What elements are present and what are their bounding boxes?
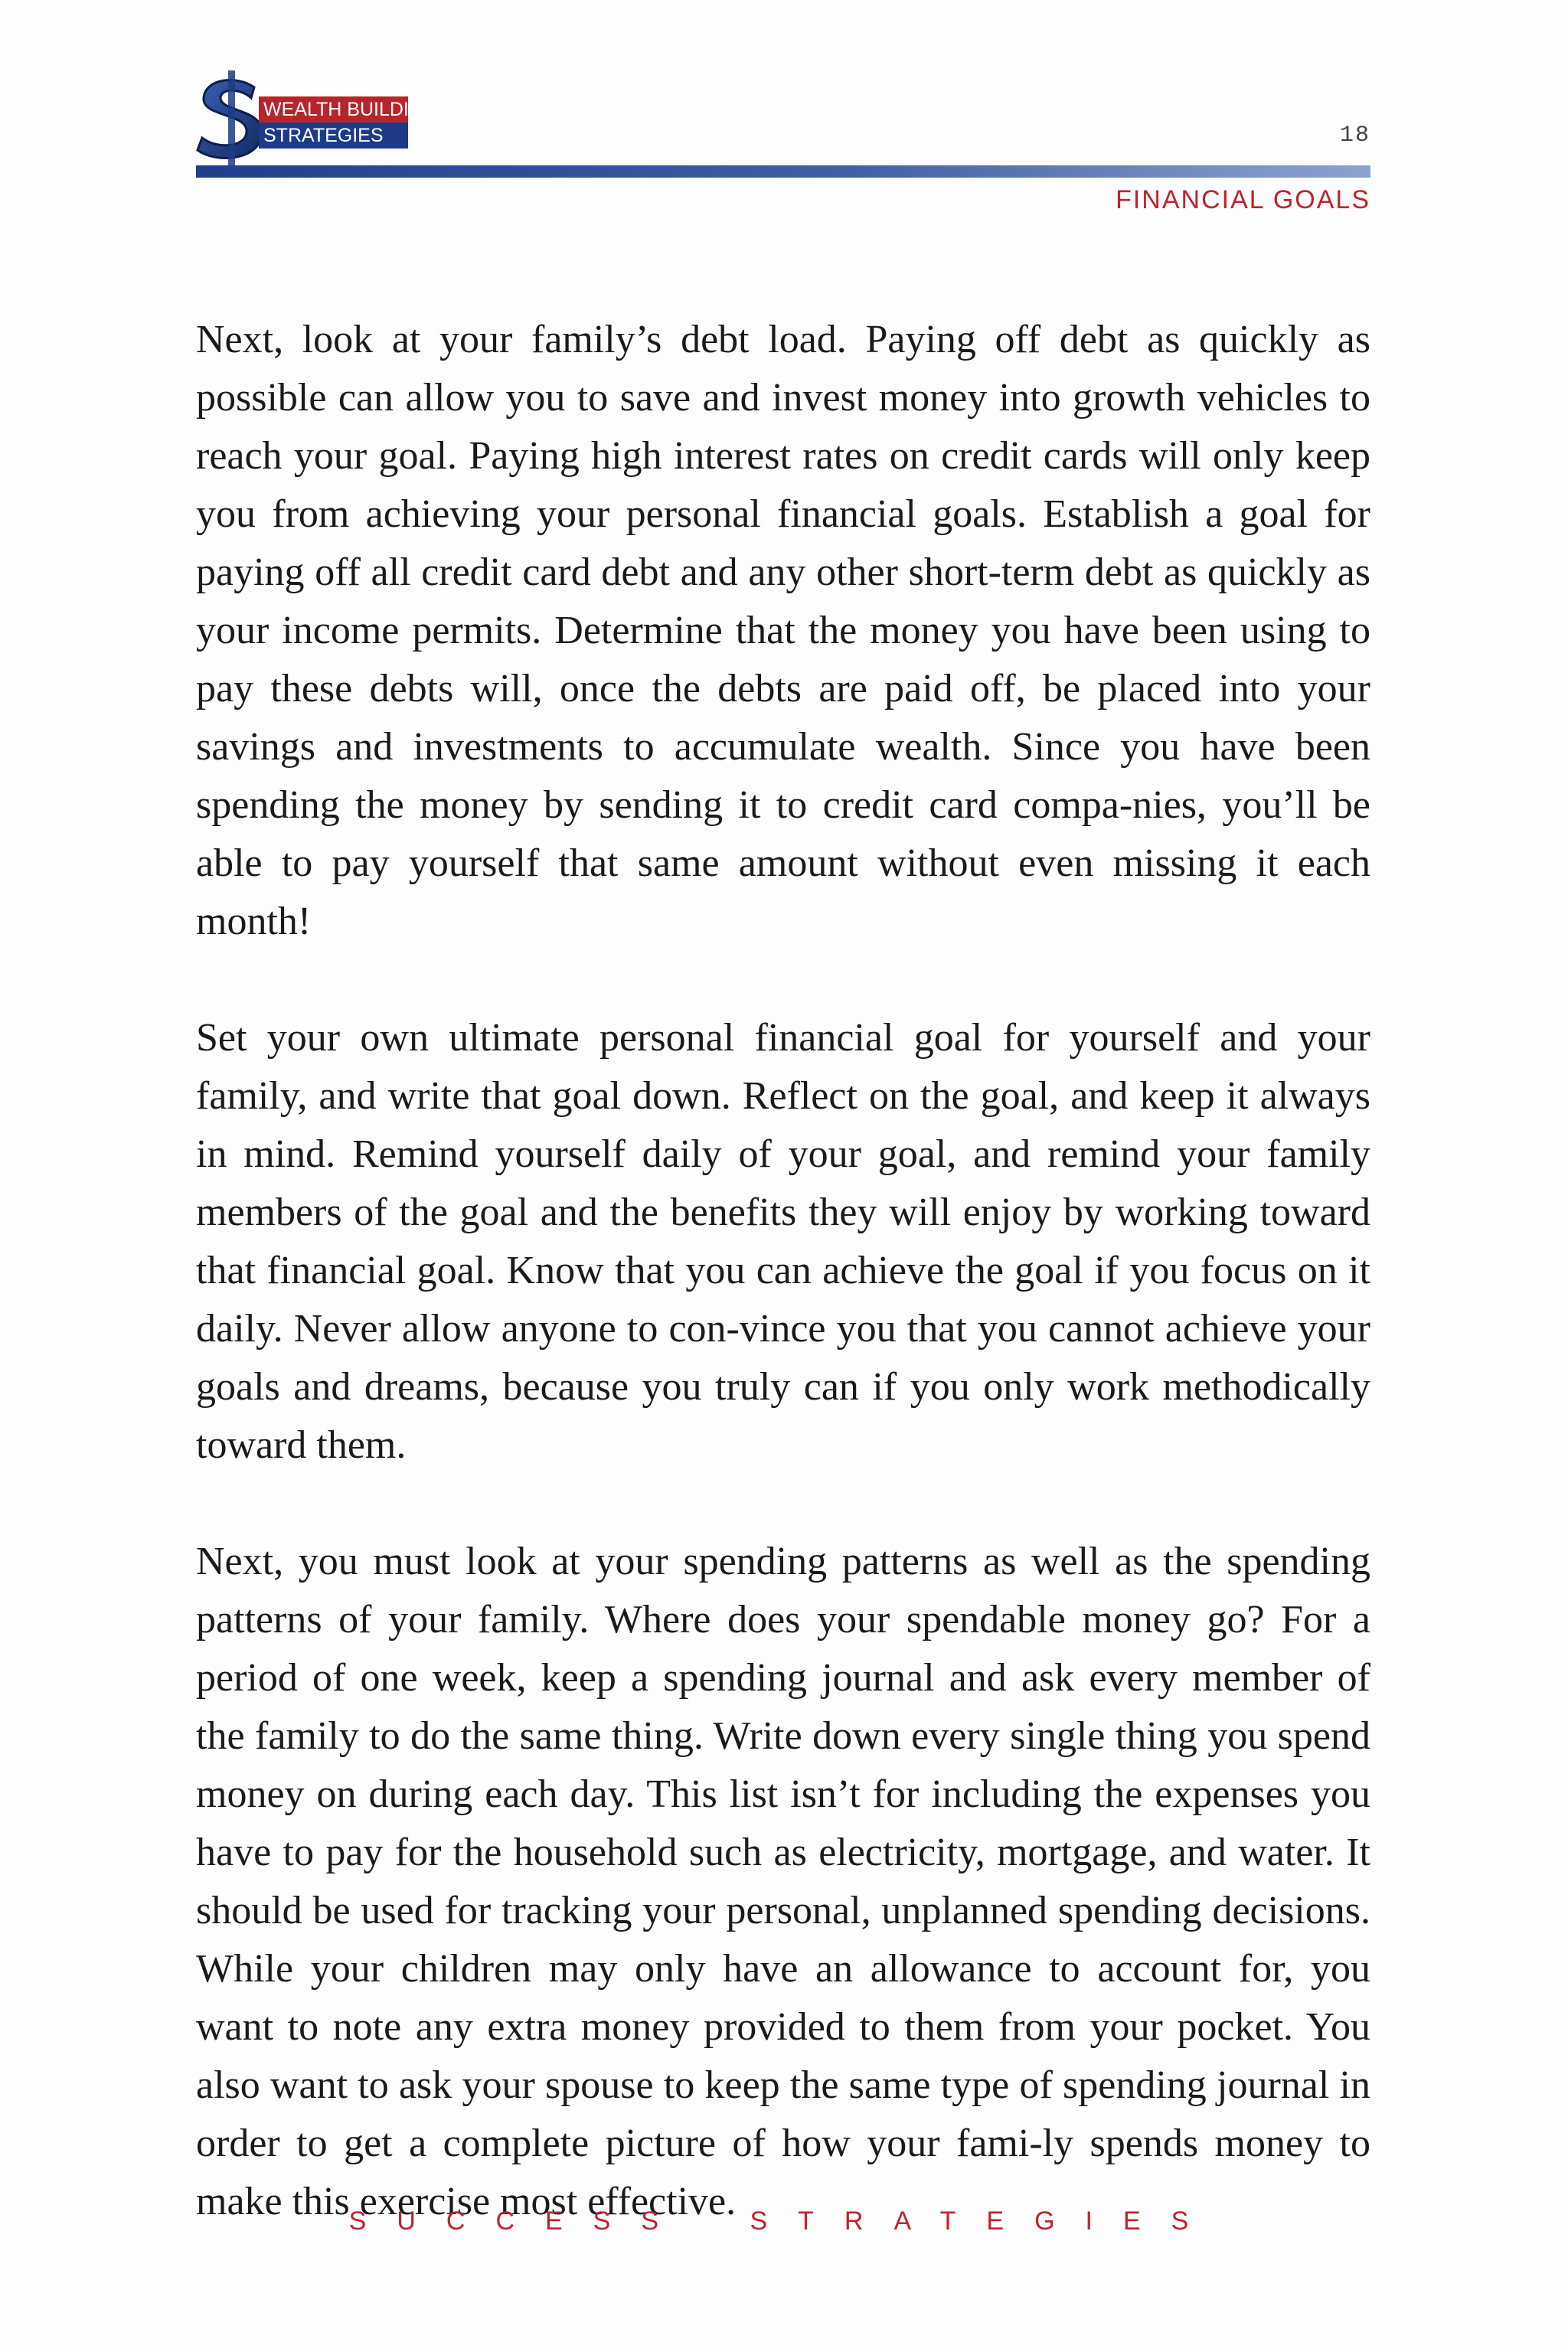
page-number: 18 xyxy=(1339,122,1370,149)
paragraph: Next, you must look at your spending patterns as well as the spending patterns of your family. Where does your spendable money go? For a period of one week, keep a spending journal and ask every member of the family to do the same thing. Write down every single thing you spend money on during each day. This list isn’t for including the expenses you have to pay for the household such as electricity, mortgage, and water. It should be used for tracking your personal, unplanned spending decisions. While your children may only have an allowance to account for, you want to note any extra money provided to them from your pocket. You also want to ask your spouse to keep the same type of spending journal in order to get a complete picture of how your fami-ly spends money to make this exercise most effective. xyxy=(196,1540,1370,2223)
section-title: FINANCIAL GOALS xyxy=(1116,185,1370,214)
footer-tagline: SUCCESS STRATEGIES xyxy=(348,2207,1220,2236)
logo-text-wealth-building: WEALTH BUILDING xyxy=(259,96,408,122)
header-rule xyxy=(196,165,1370,178)
paragraph: Next, look at your family’s debt load. Paying off debt as quickly as possible can allow you to save and invest money into growth vehicles to reach your goal. Paying high interest rates on credit cards will only keep you from achieving your personal financial goals. Establish a goal for paying off all credit card debt and any other short-term debt as quickly as your income permits. Determine that the money you have been using to pay these debts will, once the debts are paid off, be placed into your savings and investments to accumulate wealth. Since you have been spending the money by sending it to credit card compa-nies, you’ll be able to pay yourself that same amount without even missing it each month! xyxy=(196,318,1370,943)
logo-text-strategies: STRATEGIES xyxy=(259,122,408,149)
body-text xyxy=(196,311,1370,2289)
brand-logo xyxy=(191,70,438,170)
paragraph: Set your own ultimate personal financial goal for yourself and your family, and write that goal down. Reflect on the goal, and keep it always in mind. Remind yourself daily of your goal, and remind your family members of the goal and the benefits they will enjoy by working toward that financial goal. Know that you can achieve the goal if you focus on it daily. Never allow anyone to con-vince you that you cannot achieve your goals and dreams, because you truly can if you only work methodically toward them. xyxy=(196,1016,1370,1467)
